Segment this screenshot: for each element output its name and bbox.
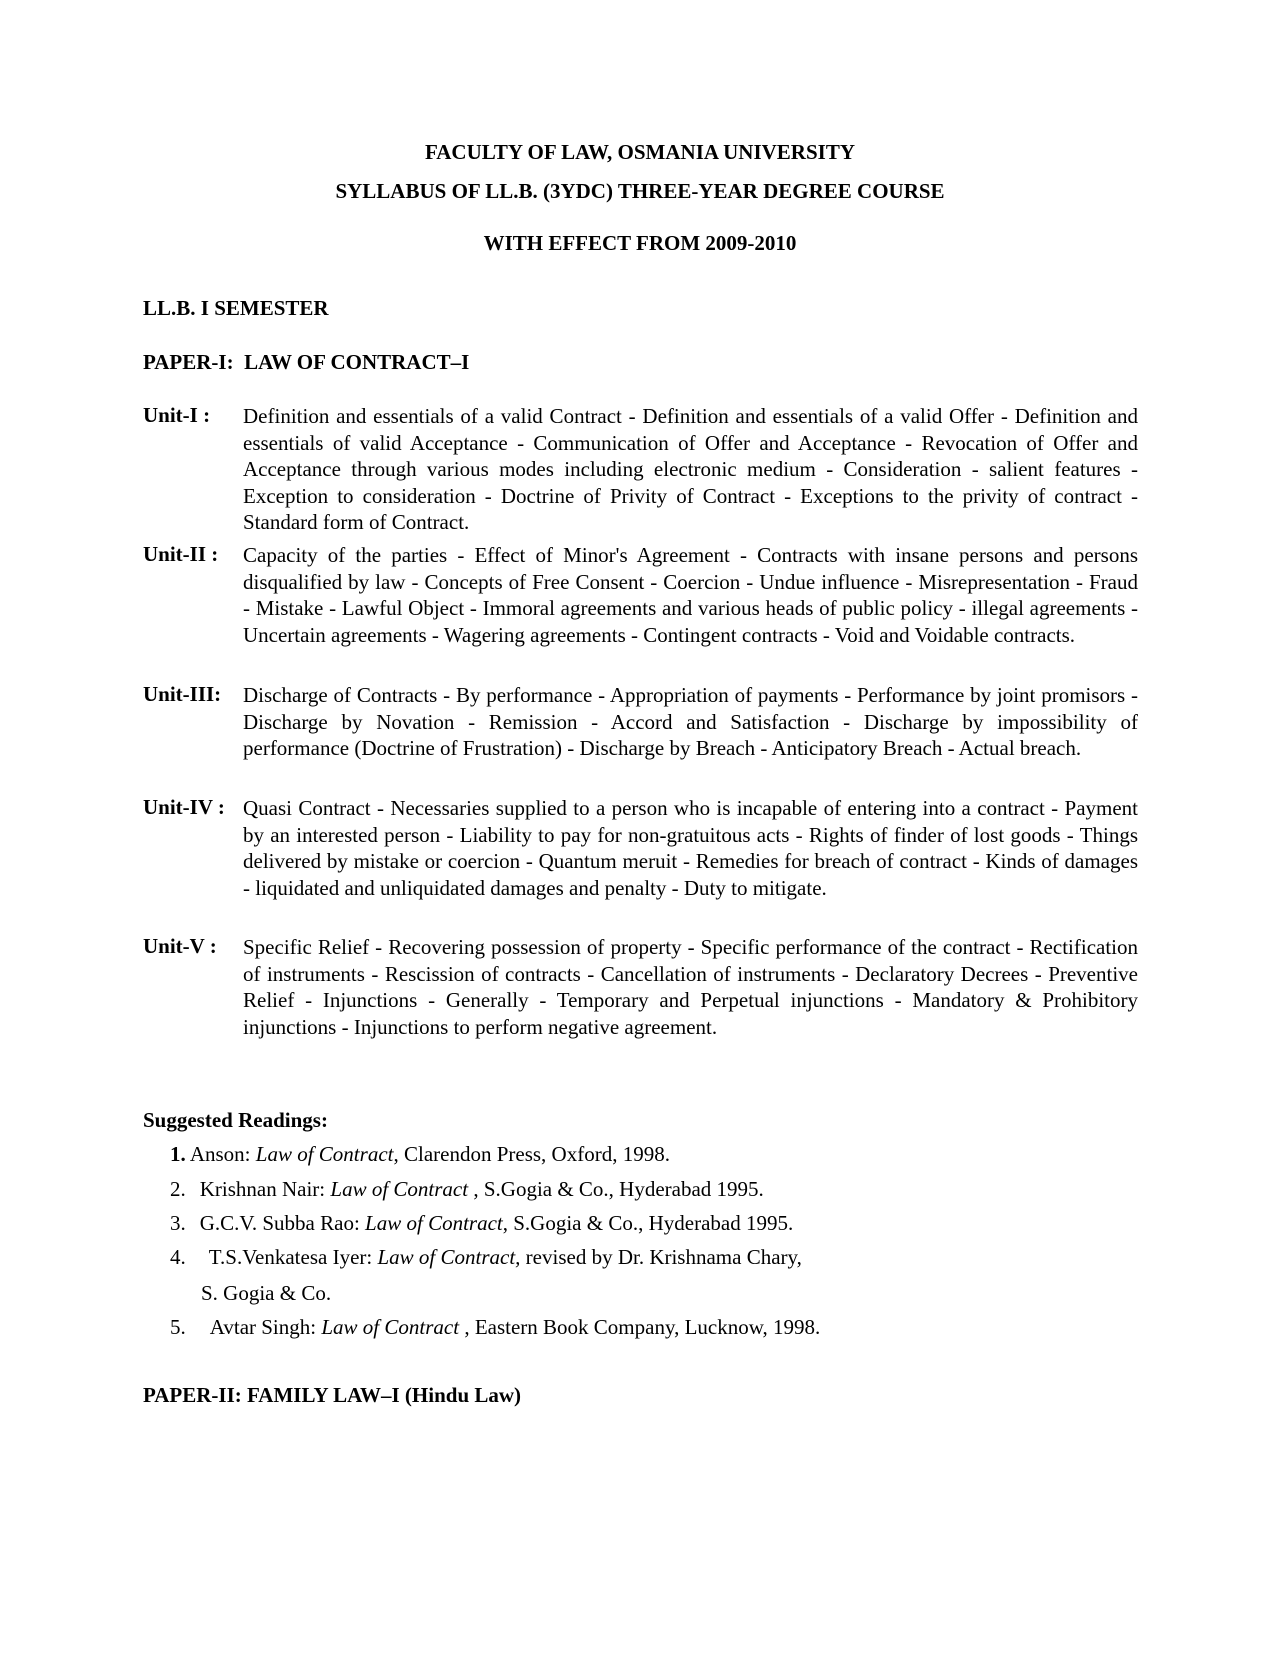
reading-publisher: , Eastern Book Company, Lucknow, 1998. bbox=[459, 1315, 821, 1339]
unit-label: Unit-III: bbox=[143, 682, 222, 706]
reading-item bbox=[170, 1245, 802, 1270]
effect-heading: WITH EFFECT FROM 2009-2010 bbox=[483, 231, 797, 255]
faculty-heading: FACULTY OF LAW, OSMANIA UNIVERSITY bbox=[425, 140, 855, 164]
reading-book: Law of Contract bbox=[330, 1177, 469, 1201]
reading-author: Avtar Singh: bbox=[209, 1315, 322, 1339]
reading-number: 2. bbox=[170, 1177, 186, 1201]
unit-1 bbox=[143, 403, 1138, 536]
unit-label: Unit-IV : bbox=[143, 795, 225, 819]
reading-number: 1. bbox=[170, 1142, 186, 1166]
unit-text: Definition and essentials of a valid Contract - Definition and essentials of a valid Offer - Definition and essentials of valid Acceptance - Communication of Offer and Acceptance - Revocation of Offer and Acceptance through various modes including electronic medium - Consideration - salient features - Exception to consideration - Doctrine of Privity of Contract - Exceptions to the privity of contract - Standard form of Contract. bbox=[243, 404, 1138, 534]
unit-text: Discharge of Contracts - By performance - Appropriation of payments - Performance by joint promisors - Discharge by Novation - Remission - Accord and Satisfaction - Discharge by impossibility of performance (Doctrine of Frustration) - Discharge by Breach - Anticipatory Breach - Actual breach. bbox=[243, 683, 1138, 760]
reading-book: Law of Contract bbox=[321, 1315, 460, 1339]
reading-number: 5. bbox=[170, 1315, 186, 1339]
unit-label: Unit-I : bbox=[143, 403, 211, 427]
unit-label: Unit-V : bbox=[143, 934, 217, 958]
reading-author: G.C.V. Subba Rao: bbox=[199, 1211, 366, 1235]
reading-author: Anson: bbox=[189, 1142, 256, 1166]
syllabus-heading: SYLLABUS OF LL.B. (3YDC) THREE-YEAR DEGREE COURSE bbox=[335, 179, 945, 203]
unit-text: Specific Relief - Recovering possession of property - Specific performance of the contract - Rectification of instruments - Rescission of contracts - Cancellation of instruments - Declaratory Decrees - Preventive Relief - Injunctions - Generally - Temporary and Perpetual injunctions - Mandatory & Prohibitory injunctions - Injunctions to perform negative agreement. bbox=[243, 935, 1138, 1039]
reading-book: Law of Contract bbox=[255, 1142, 394, 1166]
readings-title: Suggested Readings: bbox=[143, 1108, 328, 1132]
reading-book: Law of Contract bbox=[365, 1211, 503, 1235]
reading-number: 3. bbox=[170, 1211, 186, 1235]
unit-text: Quasi Contract - Necessaries supplied to a person who is incapable of entering into a contract - Payment by an interested person - Liability to pay for non-gratuitous acts - Rights of finder of lost goods - Things delivered by mistake or coercion - Quantum meruit - Remedies for breach of contract - Kinds of damages - liquidated and unliquidated damages and penalty - Duty to mitigate. bbox=[243, 796, 1138, 900]
unit-5 bbox=[143, 934, 1138, 1040]
unit-text: Capacity of the parties - Effect of Minor's Agreement - Contracts with insane persons and persons disqualified by law - Concepts of Free Consent - Coercion - Undue influence - Misrepresentation - Fraud - Mistake - Lawful Object - Immoral agreements and various heads of public policy - illegal agreements - Uncertain agreements - Wagering agreements - Contingent contracts - Void and Voidable contracts. bbox=[243, 543, 1138, 647]
unit-4 bbox=[143, 795, 1138, 901]
paper-1-title: PAPER-I: LAW OF CONTRACT–I bbox=[143, 350, 470, 374]
reading-book: Law of Contract, bbox=[377, 1245, 521, 1269]
semester-heading: LL.B. I SEMESTER bbox=[143, 296, 329, 320]
reading-publisher: , S.Gogia & Co., Hyderabad 1995. bbox=[502, 1211, 794, 1235]
reading-item-continuation: S. Gogia & Co. bbox=[201, 1281, 332, 1305]
unit-label: Unit-II : bbox=[143, 542, 219, 566]
reading-author: T.S.Venkatesa Iyer: bbox=[208, 1245, 378, 1269]
reading-item bbox=[170, 1142, 670, 1167]
reading-number: 4. bbox=[170, 1245, 186, 1269]
reading-author: Krishnan Nair: bbox=[199, 1177, 331, 1201]
reading-item bbox=[170, 1177, 764, 1202]
reading-publisher: , Clarendon Press, Oxford, 1998. bbox=[393, 1142, 670, 1166]
unit-3 bbox=[143, 682, 1138, 762]
reading-item bbox=[170, 1211, 793, 1236]
paper-2-title: PAPER-II: FAMILY LAW–I (Hindu Law) bbox=[143, 1383, 522, 1407]
reading-item bbox=[170, 1315, 820, 1340]
reading-publisher: , S.Gogia & Co., Hyderabad 1995. bbox=[468, 1177, 764, 1201]
reading-publisher: revised by Dr. Krishnama Chary, bbox=[520, 1245, 802, 1269]
unit-2 bbox=[143, 542, 1138, 648]
